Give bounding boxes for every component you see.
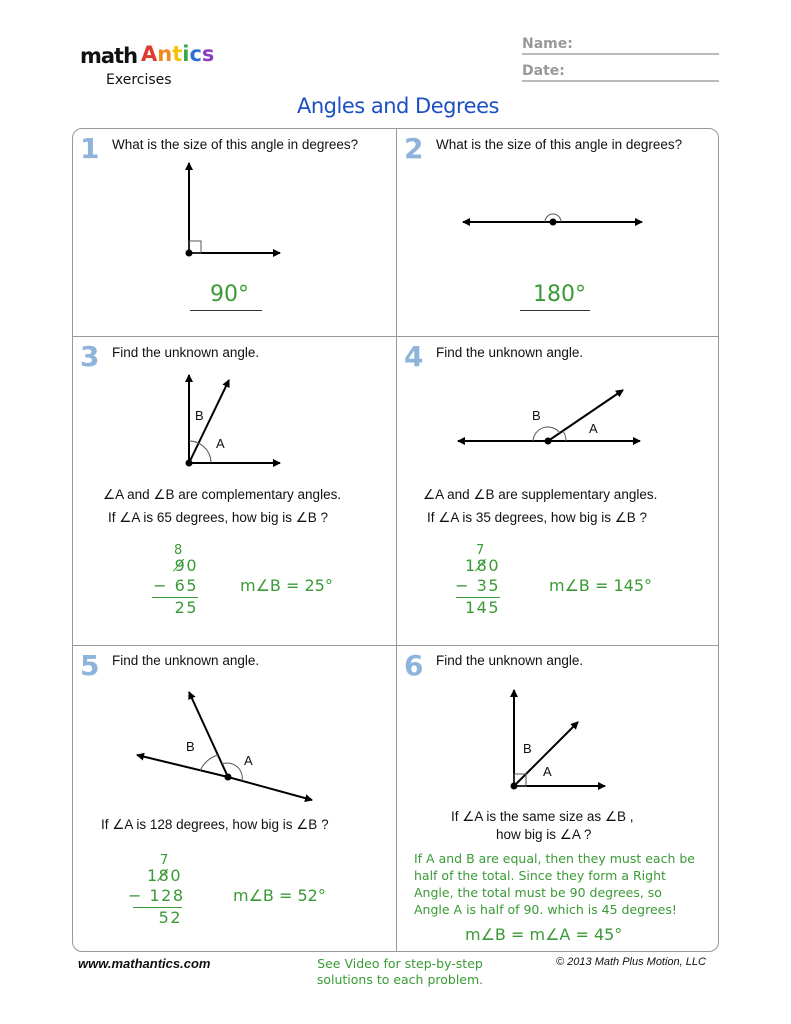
explanation-line: half of the total. Since they form a Right bbox=[414, 868, 666, 883]
work-subtract: − 128 bbox=[128, 886, 185, 905]
video-note-line: solutions to each problem. bbox=[316, 972, 484, 987]
problem-statement: ∠A and ∠B are supplementary angles. bbox=[423, 487, 658, 502]
page-title: Angles and Degrees bbox=[297, 94, 499, 118]
problem-given: If ∠A is 65 degrees, how big is ∠B ? bbox=[108, 510, 329, 525]
logo-letter: s bbox=[201, 42, 215, 66]
supplementary-angle-diagram bbox=[458, 390, 640, 444]
equal-angles-diagram bbox=[512, 690, 606, 789]
problem-question: What is the size of this angle in degrees? bbox=[436, 137, 683, 152]
right-angle-diagram bbox=[187, 163, 281, 256]
work-result: 25 bbox=[174, 598, 198, 617]
angle-label-a: A bbox=[216, 436, 225, 451]
logo-letter: t bbox=[172, 42, 183, 66]
work-top: 9̸0 bbox=[174, 556, 198, 575]
logo-subtitle: Exercises bbox=[106, 72, 172, 88]
problem-question: Find the unknown angle. bbox=[436, 345, 584, 360]
problem-number: 2 bbox=[404, 132, 424, 165]
explanation-line: Angle, the total must be 90 degrees, so bbox=[414, 885, 662, 900]
problem-question: Find the unknown angle. bbox=[436, 653, 584, 668]
problem-number: 6 bbox=[404, 649, 424, 682]
copyright: © 2013 Math Plus Motion, LLC bbox=[556, 956, 706, 968]
work-subtract: − 35 bbox=[455, 576, 500, 595]
date-field[interactable]: Date: bbox=[522, 63, 719, 82]
answer: 180° bbox=[533, 282, 586, 307]
problem-question: Find the unknown angle. bbox=[112, 345, 260, 360]
answer: m∠B = m∠A = 45° bbox=[465, 925, 623, 944]
complementary-angle-diagram bbox=[187, 375, 281, 466]
logo-math: math bbox=[80, 44, 138, 68]
logo-letter: c bbox=[189, 42, 202, 66]
borrow-digit: 7 bbox=[160, 853, 169, 868]
work-top: 18̸0 bbox=[146, 866, 182, 885]
straight-angle-diagram bbox=[463, 214, 642, 225]
problem-question: Find the unknown angle. bbox=[112, 653, 260, 668]
problem-question: What is the size of this angle in degrees? bbox=[112, 137, 359, 152]
work-result: 52 bbox=[158, 908, 182, 927]
video-note-line: See Video for step-by-step bbox=[317, 956, 483, 971]
answer: m∠B = 145° bbox=[549, 576, 653, 595]
explanation-line: Angle A is half of 90. which is 45 degrees! bbox=[414, 902, 677, 917]
answer: m∠B = 52° bbox=[233, 886, 326, 905]
problem-number: 3 bbox=[80, 340, 100, 373]
problem-given: If ∠A is 35 degrees, how big is ∠B ? bbox=[427, 510, 648, 525]
logo-letter: i bbox=[182, 42, 190, 66]
problem-number: 5 bbox=[80, 649, 100, 682]
angle-label-b: B bbox=[523, 741, 532, 756]
problem-given: If ∠A is the same size as ∠B , bbox=[451, 809, 634, 824]
video-note bbox=[300, 956, 500, 988]
problem-statement: ∠A and ∠B are complementary angles. bbox=[103, 487, 342, 502]
angle-label-b: B bbox=[195, 408, 204, 423]
work-top: 18̸0 bbox=[464, 556, 500, 575]
work-subtract: − 65 bbox=[153, 576, 198, 595]
name-field[interactable]: Name: bbox=[522, 36, 719, 55]
problem-number: 4 bbox=[404, 340, 424, 373]
angle-label-a: A bbox=[589, 421, 598, 436]
answer: m∠B = 25° bbox=[240, 576, 333, 595]
angle-label-b: B bbox=[532, 408, 541, 423]
problem-given: If ∠A is 128 degrees, how big is ∠B ? bbox=[101, 817, 329, 832]
explanation-line: If A and B are equal, then they must each be bbox=[414, 851, 695, 866]
problem-number: 1 bbox=[80, 132, 100, 165]
logo-letter: n bbox=[157, 42, 173, 66]
borrow-digit: 7 bbox=[476, 543, 485, 558]
problem-given-2: how big is ∠A ? bbox=[496, 827, 592, 842]
logo-letter: A bbox=[141, 42, 158, 66]
borrow-digit: 8 bbox=[174, 543, 183, 558]
website-link[interactable]: www.mathantics.com bbox=[78, 956, 211, 971]
work-result: 145 bbox=[464, 598, 500, 617]
angle-label-a: A bbox=[543, 764, 552, 779]
angle-label-b: B bbox=[186, 739, 195, 754]
answer: 90° bbox=[210, 282, 249, 307]
obtuse-angle-diagram bbox=[137, 692, 312, 800]
angle-label-a: A bbox=[244, 753, 253, 768]
